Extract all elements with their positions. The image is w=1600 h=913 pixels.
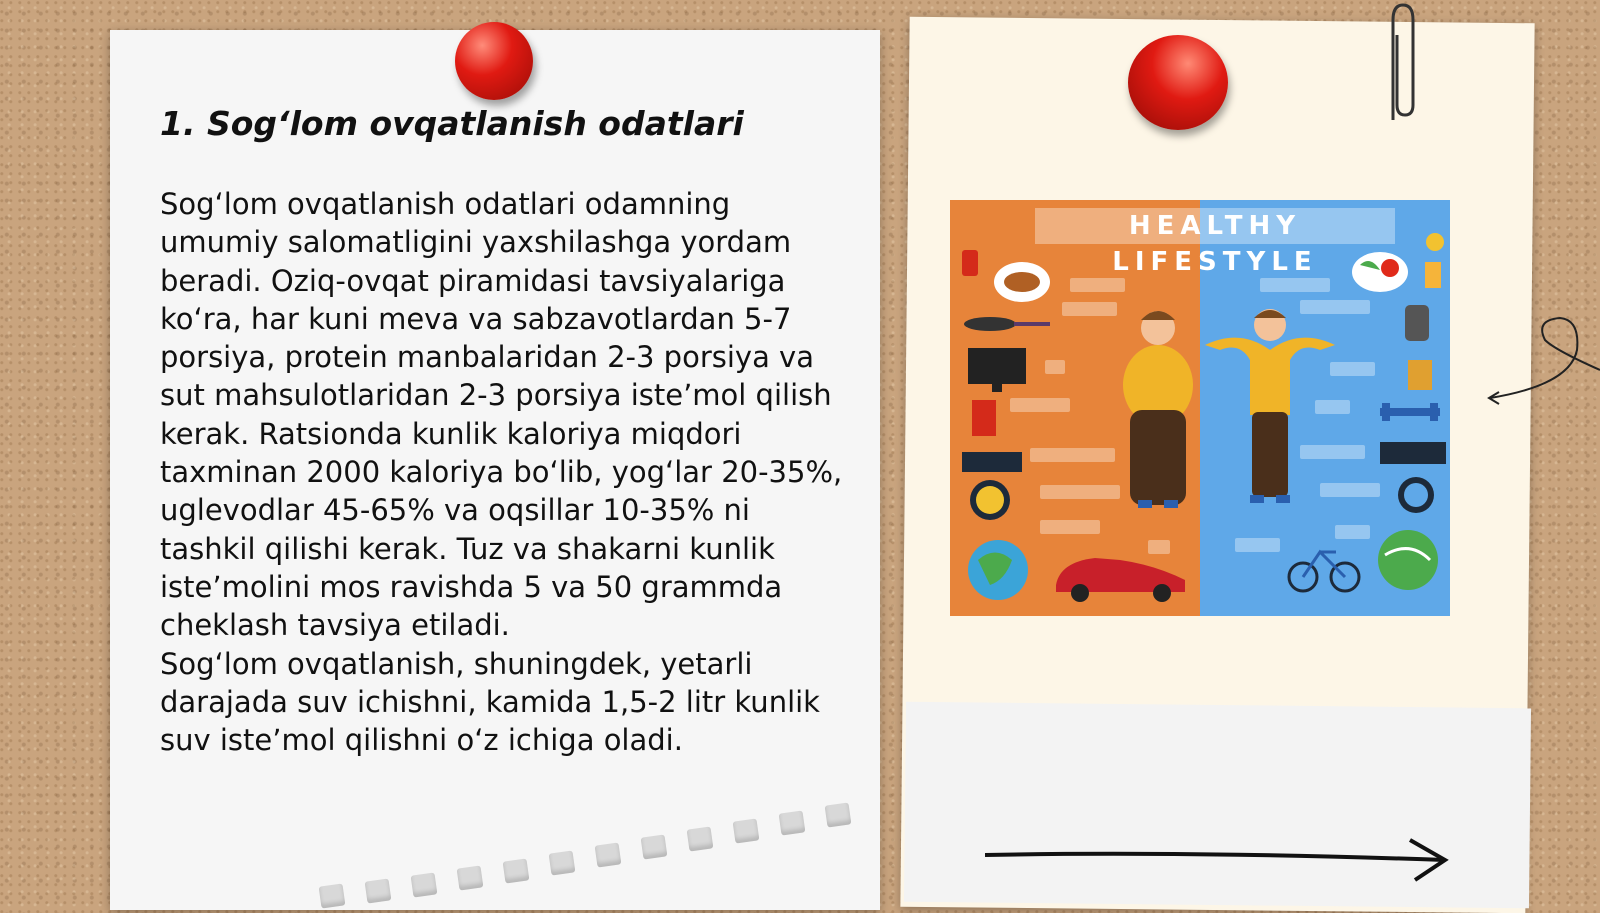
card-paragraph: Sog‘lom ovqatlanish odatlari odamning umumiy salomatligini yaxshilashga yordam beradi. Oziq-ovqat piramidasi tavsiyalariga ko‘ra, har kuni meva va sabzavotlardan 5-7 porsiya, protein manbalaridan 2-3 porsiya va sut mahsulotlaridan 2-3 porsiya iste’mol qilish kerak. Ratsionda kunlik kaloriya miqdori taxminan 2000 kaloriya bo‘lib, yog‘lar 20-35%, uglevodlar 45-65% va oqsillar 10-35% ni tashkil qilishi kerak. Tuz va shakarni kunlik iste’molini mos ravishda 5 va 50 grammda cheklash tavsiya etiladi.: [160, 187, 843, 643]
pushpin-icon: [455, 22, 533, 100]
curl-arrow-icon: [1485, 310, 1600, 410]
healthy-lifestyle-infographic: [950, 200, 1450, 616]
pushpin-icon: [1128, 35, 1228, 130]
infographic-illustration: [950, 200, 1450, 616]
card-paragraph: Sog‘lom ovqatlanish, shuningdek, yetarli darajada suv ichishni, kamida 1,5-2 litr kunlik suv iste’mol qilishni o‘z ichiga oladi.: [160, 646, 820, 758]
infographic-title: HEALTHY LIFESTYLE: [1035, 208, 1395, 244]
torn-paper-tabs: [320, 790, 880, 900]
card-body: [160, 185, 850, 759]
card-title: 1. Sog‘lom ovqatlanish odatlari: [160, 104, 744, 143]
arrow-right-icon: [985, 835, 1455, 885]
paperclip-icon: [1375, 0, 1425, 130]
